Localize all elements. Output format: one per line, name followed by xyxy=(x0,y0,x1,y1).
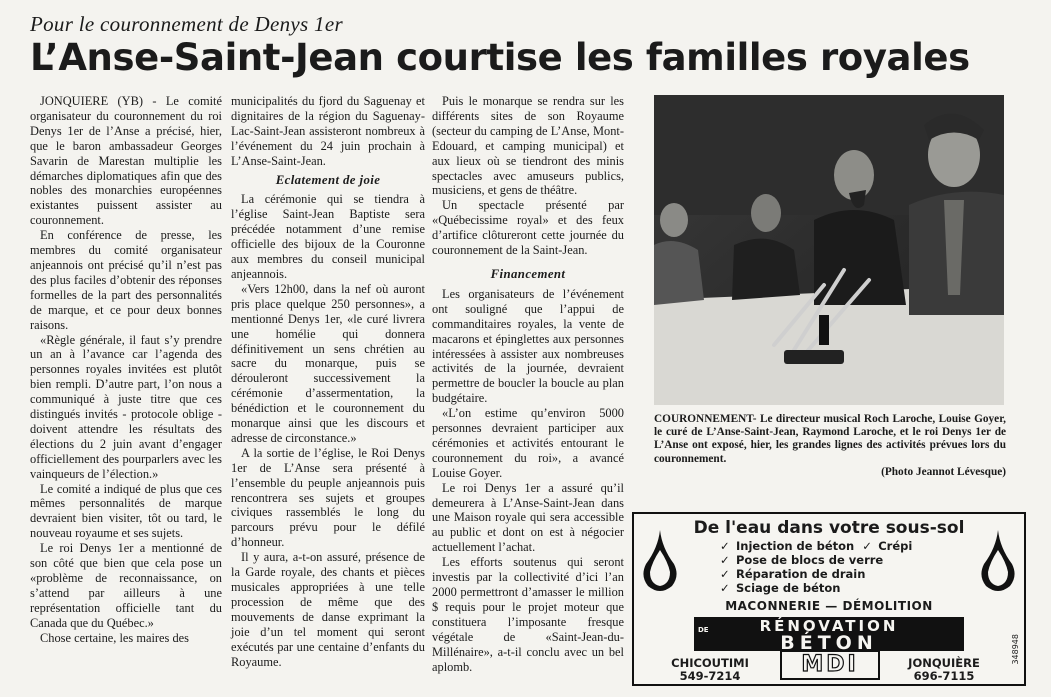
ad-code: 348948 xyxy=(1011,634,1020,665)
article-column-1 xyxy=(30,94,222,646)
paragraph: Le comité a indiqué de plus que ces mêmes personnalités de marque devraient bien visiter, tôt ou tard, le nouveau royaume et ses sujets. xyxy=(30,481,222,541)
paragraph: En conférence de presse, les membres du comité organisateur anjeannois ont précisé qu’il n’est pas des plus faciles d’obtenir des réponses formelles de la part des personnalités de marque, et ce pour deux bonnes raisons. xyxy=(30,228,222,332)
photo-credit: (Photo Jeannot Lévesque) xyxy=(881,465,1006,478)
mdi-logo: MDI xyxy=(780,650,880,680)
ad-services-list xyxy=(720,539,912,595)
photo-illustration xyxy=(654,95,1004,405)
ad-title: De l'eau dans votre sous-sol xyxy=(693,518,965,538)
check-icon: ✓ xyxy=(720,553,730,567)
article-headline: L’Anse-Saint-Jean courtise les familles royales xyxy=(30,36,970,79)
paragraph: Il y aura, a-t-on assuré, présence de la Garde royale, des chants et pièces musicales appropriées à une telle procession de même que des mouvements de danse exprimant la joie d’un tel moment qui seront exécutés par une centaine d’enfants du Royaume. xyxy=(231,550,425,669)
paragraph: Le roi Denys 1er a assuré qu’il demeurera à L’Anse-Saint-Jean dans une Maison royale qui sera accessible au public et dont on est à négocier actuellement l’achat. xyxy=(432,480,624,555)
banner-top: RÉNOVATION xyxy=(759,617,899,635)
check-icon: ✓ xyxy=(720,581,730,595)
banner-bottom: BÉTON xyxy=(780,632,878,654)
subheading-eclatement: Eclatement de joie xyxy=(275,172,381,187)
article-kicker: Pour le couronnement de Denys 1er xyxy=(30,12,343,36)
ad-trades: MACONNERIE — DÉMOLITION xyxy=(725,599,933,613)
advertisement xyxy=(632,512,1026,686)
paragraph: JONQUIERE (YB) - Le comité organisateur du couronnement du roi Denys 1er de l’Anse a précisé, hier, que le baron ambassadeur Georges Savarin de Marestan multiplie les démarches diplomatiques afin que des nobles des monarchies européennes existantes puissent assister au couronnement. xyxy=(30,94,222,228)
right-phone: 696-7115 xyxy=(913,669,975,683)
check-icon: ✓ xyxy=(720,539,730,553)
subheading-financement: Financement xyxy=(490,266,566,281)
caption-text: COURONNEMENT- Le directeur musical Roch Laroche, Louise Goyer, le curé de L’Anse-Saint-Jean, Raymond Laroche, et le roi Denys 1er de L’Anse ont exposé, hier, les grandes lignes des activités prévues lors du couronnement. xyxy=(654,413,1006,465)
paragraph: A la sortie de l’église, le Roi Denys 1er de L’Anse sera présenté à l’ensemble du peuple anjeannois puis rencontrera ses sujets et groupes civiques rassemblés le long du parcours prévu pour le défilé d’honneur. xyxy=(231,445,425,550)
ad-right-contact xyxy=(884,657,1004,683)
paragraph: Puis le monarque se rendra sur les différents sites de son Royaume (secteur du camping de L’Anse, Mont-Edouard, et camping municipal) et aux lieux où se tiendront des minis spectacles avec amuseurs publics, musiciens, et gens de théâtre. xyxy=(432,94,624,198)
ad-service-item: ✓ Injection de béton ✓ Crépi xyxy=(720,539,913,553)
paragraph: La cérémonie qui se tiendra à l’église Saint-Jean Baptiste sera précédée notamment d’une remise officielle des bijoux de la Couronne aux membres du conseil municipal anjeannois. xyxy=(231,192,425,281)
article-column-2 xyxy=(231,94,425,669)
banner-de: DE xyxy=(698,626,709,634)
left-phone: 549-7214 xyxy=(679,669,741,683)
ad-left-contact xyxy=(650,657,770,683)
paragraph: Un spectacle présenté par «Québecissime royal» et des feux d’artifice clôtureront cette journée du couronnement de la Saint-Jean. xyxy=(432,198,624,258)
ad-service-item: ✓ Réparation de drain xyxy=(720,567,866,581)
paragraph: Les efforts soutenus qui seront investis par la collectivité d’ici l’an 2000 permettront d’amasser le million $ requis pour le projet moteur que constituera l’imposante fresque végétale de «Saint-Jean-du-Millénaire», a-t-il conclu avec un bel aplomb. xyxy=(432,555,624,674)
paragraph: Les organisateurs de l’événement ont souligné que l’appui de commanditaires royales, la vente de macarons et épinglettes aux personnes intéressées à assister aux nombreuses activités de la journée, devraient permettre de boucler la boucle au plan budgétaire. xyxy=(432,286,624,406)
left-city: CHICOUTIMI xyxy=(671,656,749,670)
paragraph: «Règle générale, il faut s’y prendre un an à l’avance car l’agenda des personnes royales invitées est plutôt bien rempli. D’autre part, l’on nous a communiqué à juste titre que ces distingués invités - protocole oblige - doivent attendre les résultats des élections du 2 juin avant d’engager officiellement des pourparlers avec les vainqueurs de l’élection.» xyxy=(30,332,222,481)
ad-service-item: ✓ Pose de blocs de verre xyxy=(720,553,884,567)
ad-service-item: ✓ Sciage de béton xyxy=(720,581,841,595)
right-city: JONQUIÈRE xyxy=(908,656,980,670)
article-column-3 xyxy=(432,94,624,674)
paragraph: Le roi Denys 1er a mentionné de son côté que bien que cela pose un «problème de reconnaissance, on s’attend par ailleurs à une représentation officielle tant du Canada que du Québec.» xyxy=(30,541,222,630)
paragraph: «Vers 12h00, dans la nef où auront pris place quelque 250 personnes», a mentionné Denys 1er, «le curé livrera une homélie qui donnera définitivement un sens chrétien au sacre du monarque, puis se dérouleront successivement la cérémonie d’assermentation, la bénédiction et le couronnement du monarque ainsi que les discours et adresse de circonstance.» xyxy=(231,281,425,445)
paragraph: Chose certaine, les maires des xyxy=(40,630,189,645)
check-icon: ✓ xyxy=(862,539,872,553)
paragraph: «L’on estime qu’environ 5000 personnes devraient participer aux cérémonies et activités entourant le couronnement du roi», a avancé Louise Goyer. xyxy=(432,406,624,480)
paragraph: municipalités du fjord du Saguenay et dignitaires de la région du Saguenay-Lac-Saint-Jean assisteront nombreux à l’événement du 24 juin prochain à L’Anse-Saint-Jean. xyxy=(231,94,425,168)
check-icon: ✓ xyxy=(720,567,730,581)
ad-banner xyxy=(694,617,964,654)
photo-caption xyxy=(654,413,1006,479)
press-conference-photo xyxy=(654,95,1004,405)
